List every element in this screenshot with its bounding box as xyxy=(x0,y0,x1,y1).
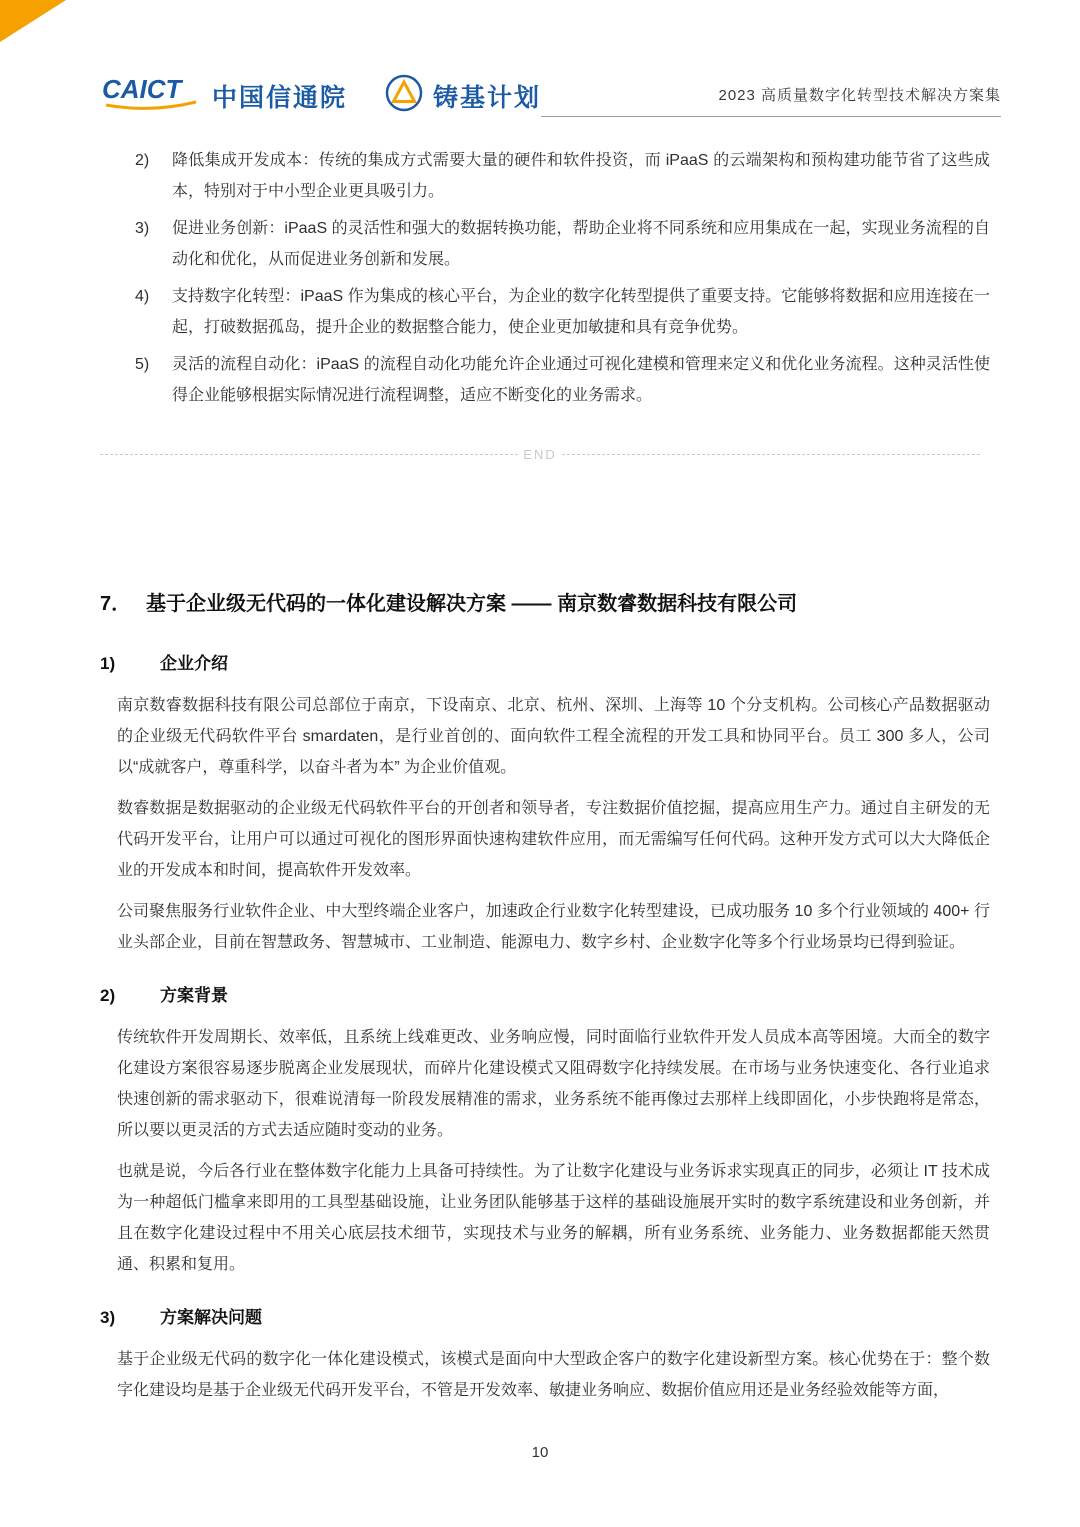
list-item xyxy=(135,281,990,343)
paragraph: 基于企业级无代码的数字化一体化建设模式，该模式是面向中大型政企客户的数字化建设新型方案。核心优势在于：整个数字化建设均是基于企业级无代码开发平台，不管是开发效率、敏捷业务响应、数据价值应用还是业务经验效能等方面， xyxy=(117,1351,990,1399)
header-logos xyxy=(100,72,541,119)
header-rule xyxy=(541,116,1001,117)
divider-dash-line xyxy=(562,454,980,455)
subsection-number: 3) xyxy=(100,1308,116,1327)
list-item-text: 支持数字化转型：iPaaS 作为集成的核心平台，为企业的数字化转型提供了重要支持。它能够将数据和应用连接在一起，打破数据孤岛，提升企业的数据整合能力，使企业更加敏捷和具有竞争优势。 xyxy=(172,288,990,336)
ipaas-benefit-list xyxy=(135,145,990,411)
zhuji-program-name: 铸基计划 xyxy=(433,83,542,112)
subsection-number: 2) xyxy=(100,986,116,1005)
list-item-number: 3) xyxy=(135,220,150,237)
subsection-title: 方案解决问题 xyxy=(160,1308,262,1327)
paragraph: 数睿数据是数据驱动的企业级无代码软件平台的开创者和领导者，专注数据价值挖掘，提高应用生产力。通过自主研发的无代码开发平台，让用户可以通过可视化的图形界面快速构建软件应用，而无需编写任何代码。这种开发方式可以大大降低企业的开发成本和时间，提高软件开发效率。 xyxy=(117,800,990,879)
subsection-2-heading xyxy=(100,984,990,1008)
caict-logo-text: CAICT xyxy=(102,74,182,104)
caict-name: 中国信通院 xyxy=(212,83,348,112)
list-item-text: 降低集成开发成本：传统的集成方式需要大量的硬件和软件投资，而 iPaaS 的云端架构和预构建功能节省了这些成本，特别对于中小型企业更具吸引力。 xyxy=(172,152,990,200)
subsection-title: 企业介绍 xyxy=(160,654,228,673)
subsection-title: 方案背景 xyxy=(160,986,228,1005)
paragraph: 也就是说，今后各行业在整体数字化能力上具备可持续性。为了让数字化建设与业务诉求实现真正的同步，必须让 IT 技术成为一种超低门槛拿来即用的工具型基础设施，让业务团队能够基于这样的基础设施展开实时的数字系统建设和业务创新，并且在数字化建设过程中不用关心底层技术细节，实现技术与业务的解耦，所有业务系统、业务能力、业务数据都能天然贯通、积累和复用。 xyxy=(117,1163,990,1273)
paragraph: 南京数睿数据科技有限公司总部位于南京，下设南京、北京、杭州、深圳、上海等 10 个分支机构。公司核心产品数据驱动的企业级无代码软件平台 smardaten，是行业首创的、面向软件工程全流程的开发工具和协同平台。员工 300 多人，公司以“成就客户，尊重科学，以奋斗者为本” 为企业价值观。 xyxy=(117,697,990,776)
list-item xyxy=(135,213,990,275)
end-divider xyxy=(100,447,980,462)
paragraph: 传统软件开发周期长、效率低，且系统上线难更改、业务响应慢，同时面临行业软件开发人员成本高等困境。大而全的数字化建设方案很容易逐步脱离企业发展现状，而碎片化建设模式又阻碍数字化持续发展。在市场与业务快速变化、各行业追求快速创新的需求驱动下，很难说清每一阶段发展精准的需求，业务系统不能再像过去那样上线即固化，小步快跑将是常态，所以要以更灵活的方式去适应随时变动的业务。 xyxy=(117,1029,990,1139)
caict-logo xyxy=(100,72,202,119)
divider-dash-line xyxy=(100,454,518,455)
header-title-block xyxy=(541,84,1001,119)
section-7-title xyxy=(100,590,990,618)
page-header xyxy=(0,0,1080,119)
list-item-text: 灵活的流程自动化：iPaaS 的流程自动化功能允许企业通过可视化建模和管理来定义和优化业务流程。这种灵活性使得企业能够根据实际情况进行流程调整，适应不断变化的业务需求。 xyxy=(172,356,990,404)
collection-title: 2023 高质量数字化转型技术解决方案集 xyxy=(718,87,1002,104)
end-label: END xyxy=(523,447,557,462)
paragraph: 公司聚焦服务行业软件企业、中大型终端企业客户，加速政企行业数字化转型建设，已成功服务 10 多个行业领域的 400+ 行业头部企业，目前在智慧政务、智慧城市、工业制造、能源电力、数字乡村、企业数字化等多个行业场景均已得到验证。 xyxy=(117,903,990,951)
section-title-text: 基于企业级无代码的一体化建设解决方案 —— 南京数睿数据科技有限公司 xyxy=(146,593,798,615)
list-item xyxy=(135,145,990,207)
zhuji-program-logo-icon xyxy=(385,74,423,117)
subsection-number: 1) xyxy=(100,654,116,673)
list-item-text: 促进业务创新：iPaaS 的灵活性和强大的数据转换功能，帮助企业将不同系统和应用集成在一起，实现业务流程的自动化和优化，从而促进业务创新和发展。 xyxy=(172,220,990,268)
page-number: 10 xyxy=(531,1444,549,1461)
list-item-number: 2) xyxy=(135,152,150,169)
list-item-number: 4) xyxy=(135,288,150,305)
corner-accent-shape xyxy=(0,0,66,42)
section-number: 7． xyxy=(100,593,132,615)
list-item xyxy=(135,349,990,411)
subsection-1-heading xyxy=(100,652,990,676)
subsection-3-heading xyxy=(100,1306,990,1330)
list-item-number: 5) xyxy=(135,356,150,373)
